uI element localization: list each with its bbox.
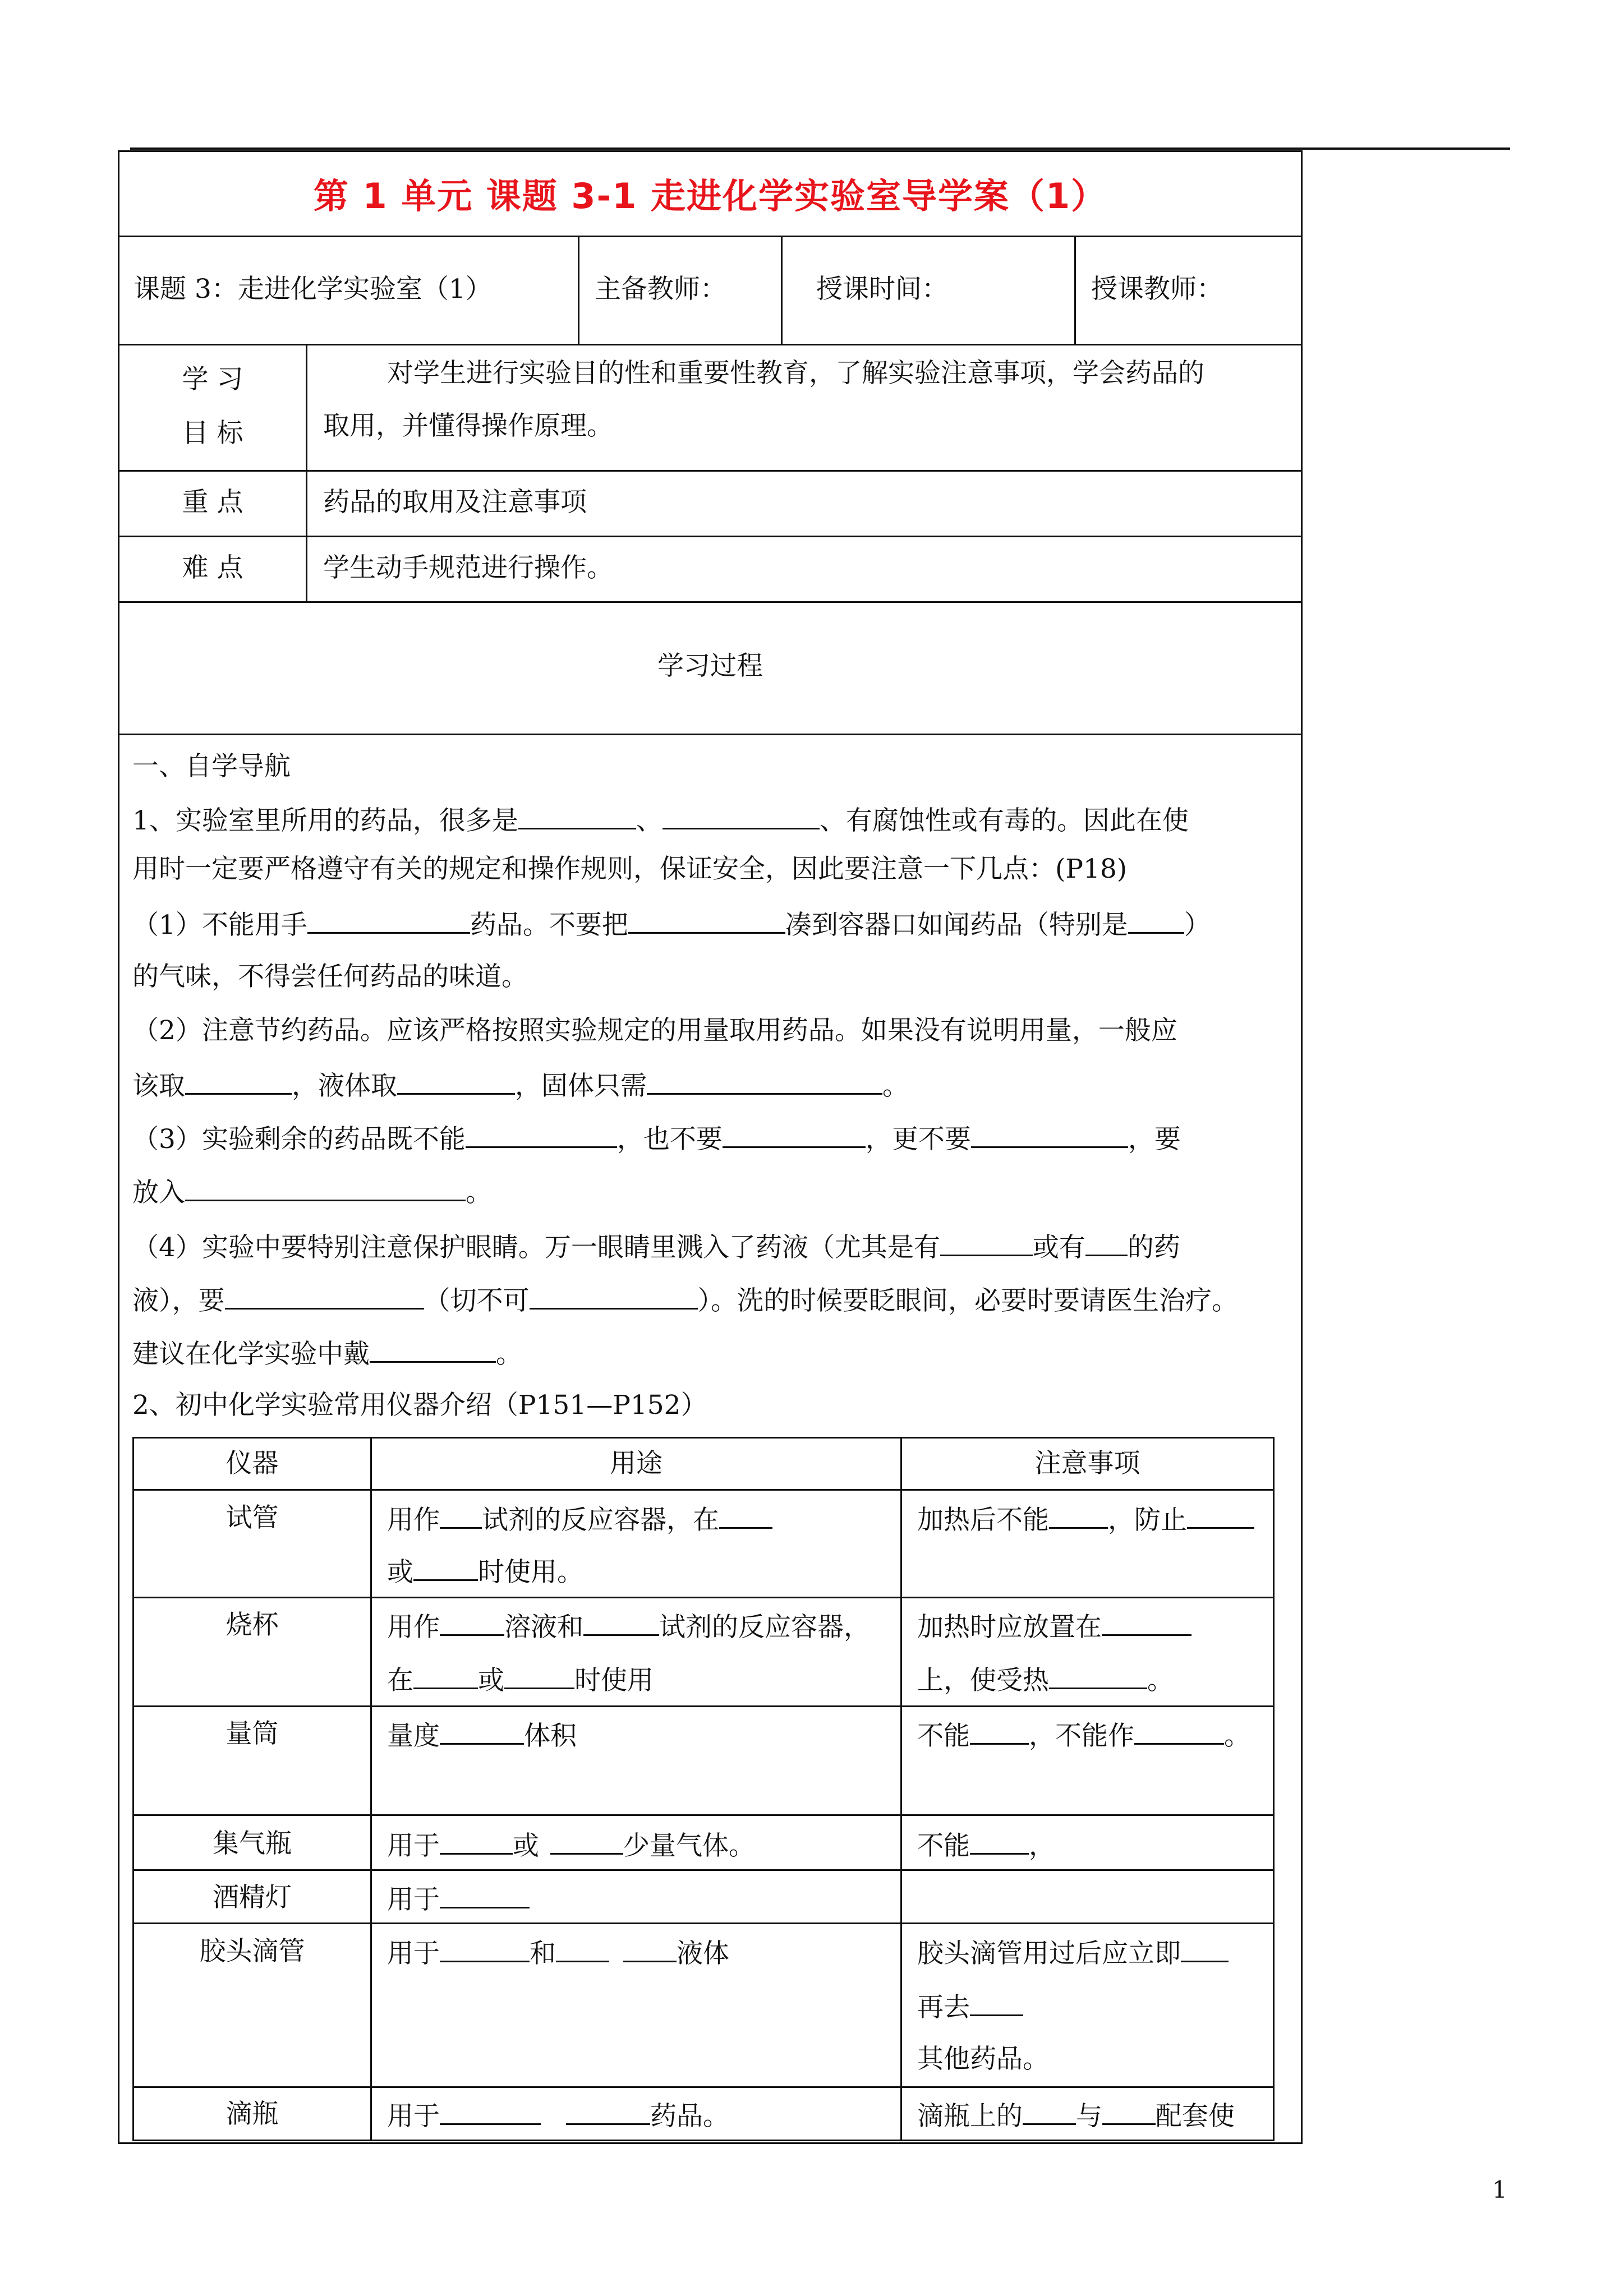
answer-blank[interactable] — [556, 1935, 609, 1962]
answer-blank[interactable] — [1023, 2097, 1076, 2125]
answer-blank[interactable] — [1187, 1501, 1254, 1529]
answer-blank[interactable] — [583, 1608, 659, 1636]
answer-blank[interactable] — [1085, 1229, 1128, 1256]
question-1-line-2: 用时一定要严格遵守有关的规定和操作规则，保证安全，因此要注意一下几点：(P18) — [132, 854, 1128, 884]
point-2-line-1: （2）注意节约药品。应该严格按照实验规定的用量取用药品。如果没有说明用量，一般应 — [132, 1015, 1177, 1046]
answer-blank[interactable] — [719, 1501, 772, 1529]
instrument-note: 上，使受热 。 — [917, 1662, 1174, 1698]
answer-blank[interactable] — [530, 1282, 698, 1310]
answer-blank[interactable] — [466, 1121, 617, 1148]
instrument-note: 胶头滴管用过后应立即 — [917, 1935, 1229, 1971]
point-3-line-2: 放入 。 — [132, 1174, 492, 1210]
instrument-use: 或 时使用。 — [387, 1553, 583, 1589]
instrument-name: 量筒 — [226, 1718, 279, 1749]
instrument-note: 不能 ，不能作 。 — [917, 1717, 1250, 1753]
answer-blank[interactable] — [628, 906, 785, 934]
instrument-table-border — [132, 1489, 1275, 1491]
row-divider — [118, 734, 1303, 735]
row-divider — [118, 601, 1303, 603]
teacher-cell: 授课教师： — [1091, 274, 1223, 305]
goals-text-line-2: 取用，并懂得操作原理。 — [323, 411, 613, 441]
instrument-name: 集气瓶 — [213, 1828, 292, 1859]
point-1-line-1: （1）不能用手 药品。不要把 凑到容器口如闻药品（特别是 ） — [132, 906, 1211, 942]
instrument-use: 用作 溶液和 试剂的反应容器， — [387, 1608, 870, 1644]
answer-blank[interactable] — [1102, 1608, 1191, 1636]
goals-text-line-1: 对学生进行实验目的性和重要性教育，了解实验注意事项，学会药品的 — [387, 358, 1204, 389]
answer-blank[interactable] — [307, 906, 470, 934]
answer-blank[interactable] — [623, 1935, 677, 1962]
col-divider — [578, 236, 579, 344]
answer-blank[interactable] — [225, 1282, 424, 1310]
answer-blank[interactable] — [440, 1501, 482, 1529]
point-4-line-2: 液），要 （切不可 ）。洗的时候要眨眼间，必要时要请医生治疗。 — [132, 1282, 1238, 1318]
instrument-note: 其他药品。 — [917, 2044, 1049, 2074]
answer-blank[interactable] — [185, 1067, 292, 1095]
instrument-name: 烧杯 — [226, 1610, 279, 1640]
column-header-notes: 注意事项 — [1034, 1448, 1140, 1479]
column-header-use: 用途 — [610, 1448, 663, 1479]
instrument-table-border — [132, 1922, 1275, 1924]
instrument-name: 胶头滴管 — [199, 1936, 305, 1967]
col-divider — [781, 236, 783, 344]
instrument-note: 再去 — [917, 1989, 1023, 2025]
answer-blank[interactable] — [1049, 1501, 1108, 1529]
point-1-line-2: 的气味，不得尝任何药品的味道。 — [132, 961, 528, 992]
answer-blank[interactable] — [1134, 1717, 1224, 1745]
topic-cell: 课题 3：走进化学实验室（1） — [134, 274, 492, 305]
instrument-table-border — [132, 1437, 1275, 1439]
instrument-table-border — [1273, 1437, 1275, 2141]
instrument-use: 用于 药品。 — [387, 2097, 729, 2133]
instrument-table-border — [132, 1869, 1275, 1871]
instrument-use: 用于 和 液体 — [387, 1935, 729, 1971]
instrument-name: 滴瓶 — [226, 2099, 279, 2129]
answer-blank[interactable] — [397, 1067, 515, 1095]
answer-blank[interactable] — [440, 1717, 524, 1745]
key-point-text: 药品的取用及注意事项 — [323, 487, 587, 518]
answer-blank[interactable] — [1049, 1662, 1147, 1689]
question-1-line-1: 1、实验室里所用的药品，很多是 、 、有腐蚀性或有毒的。因此在使 — [132, 802, 1189, 838]
instrument-table-border — [370, 1437, 372, 2141]
answer-blank[interactable] — [940, 1229, 1033, 1256]
instrument-use: 量度 体积 — [387, 1717, 577, 1753]
instrument-table-border — [900, 1437, 902, 2141]
goals-label-1: 学 习 — [182, 364, 243, 395]
answer-blank[interactable] — [970, 1827, 1029, 1855]
instrument-table-border — [132, 2086, 1275, 2088]
goals-label-2: 目 标 — [182, 418, 243, 449]
answer-blank[interactable] — [440, 1827, 513, 1855]
difficulty-text: 学生动手规范进行操作。 — [323, 552, 613, 583]
point-2-line-2: 该取 ，液体取 ，固体只需 。 — [132, 1067, 909, 1103]
section-heading: 一、自学导航 — [132, 751, 291, 782]
col-divider — [1074, 236, 1076, 344]
answer-blank[interactable] — [440, 1881, 530, 1908]
instrument-name: 酒精灯 — [213, 1882, 292, 1913]
row-divider — [118, 470, 1303, 472]
key-point-label: 重 点 — [182, 487, 243, 518]
answer-blank[interactable] — [440, 1608, 504, 1636]
instrument-name: 试管 — [226, 1502, 279, 1533]
answer-blank[interactable] — [663, 802, 820, 829]
point-4-line-1: （4）实验中要特别注意保护眼睛。万一眼睛里溅入了药液（尤其是有 或有 的药 — [132, 1229, 1180, 1265]
answer-blank[interactable] — [723, 1121, 866, 1148]
top-rule — [130, 147, 1510, 150]
instrument-use: 用于 或 少量气体。 — [387, 1827, 755, 1863]
column-header-instrument: 仪器 — [226, 1448, 279, 1479]
row-divider — [118, 344, 1303, 345]
answer-blank[interactable] — [440, 1935, 530, 1962]
col-divider — [306, 344, 307, 601]
answer-blank[interactable] — [1102, 2097, 1156, 2125]
point-3-line-1: （3）实验剩余的药品既不能 ，也不要 ，更不要 ，要 — [132, 1121, 1181, 1156]
prep-teacher-cell: 主备教师： — [595, 274, 726, 305]
instrument-use: 用作 试剂的反应容器，在 — [387, 1501, 772, 1537]
class-time-cell: 授课时间： — [816, 274, 948, 305]
process-label: 学习过程 — [657, 651, 763, 681]
question-2: 2、初中化学实验常用仪器介绍（P151—P152） — [132, 1390, 707, 1421]
answer-blank[interactable] — [971, 1121, 1128, 1148]
answer-blank[interactable] — [413, 1553, 478, 1581]
instrument-note: 不能 ， — [917, 1827, 1055, 1863]
answer-blank[interactable] — [970, 1717, 1029, 1745]
row-divider — [118, 536, 1303, 537]
page-title: 第 1 单元 课题 3-1 走进化学实验室导学案（1） — [313, 176, 1107, 216]
point-4-line-3: 建议在化学实验中戴 。 — [132, 1335, 522, 1371]
answer-blank[interactable] — [647, 1067, 882, 1095]
answer-blank[interactable] — [370, 1335, 496, 1363]
instrument-note: 加热时应放置在 — [917, 1608, 1191, 1644]
answer-blank[interactable] — [970, 1989, 1023, 2016]
instrument-table-border — [132, 1437, 134, 2141]
answer-blank[interactable] — [550, 1827, 623, 1855]
answer-blank[interactable] — [566, 2097, 650, 2125]
difficulty-label: 难 点 — [182, 552, 243, 583]
row-divider — [118, 236, 1303, 237]
instrument-note: 滴瓶上的 与 配套使 — [917, 2097, 1235, 2133]
answer-blank[interactable] — [504, 1662, 574, 1689]
instrument-use: 在 或 时使用 — [387, 1662, 654, 1698]
instrument-note: 加热后不能 ，防止 — [917, 1501, 1254, 1537]
instrument-table-border — [132, 1814, 1275, 1816]
instrument-table-border — [132, 1597, 1275, 1598]
instrument-table-border — [132, 2140, 1275, 2141]
answer-blank[interactable] — [185, 1174, 466, 1201]
answer-blank[interactable] — [413, 1662, 478, 1689]
answer-blank[interactable] — [1128, 906, 1184, 934]
answer-blank[interactable] — [1181, 1935, 1229, 1962]
page-number: 1 — [1492, 2176, 1507, 2203]
instrument-use: 用于 — [387, 1881, 530, 1917]
instrument-table-border — [132, 1705, 1275, 1707]
answer-blank[interactable] — [440, 2097, 541, 2125]
answer-blank[interactable] — [518, 802, 636, 829]
